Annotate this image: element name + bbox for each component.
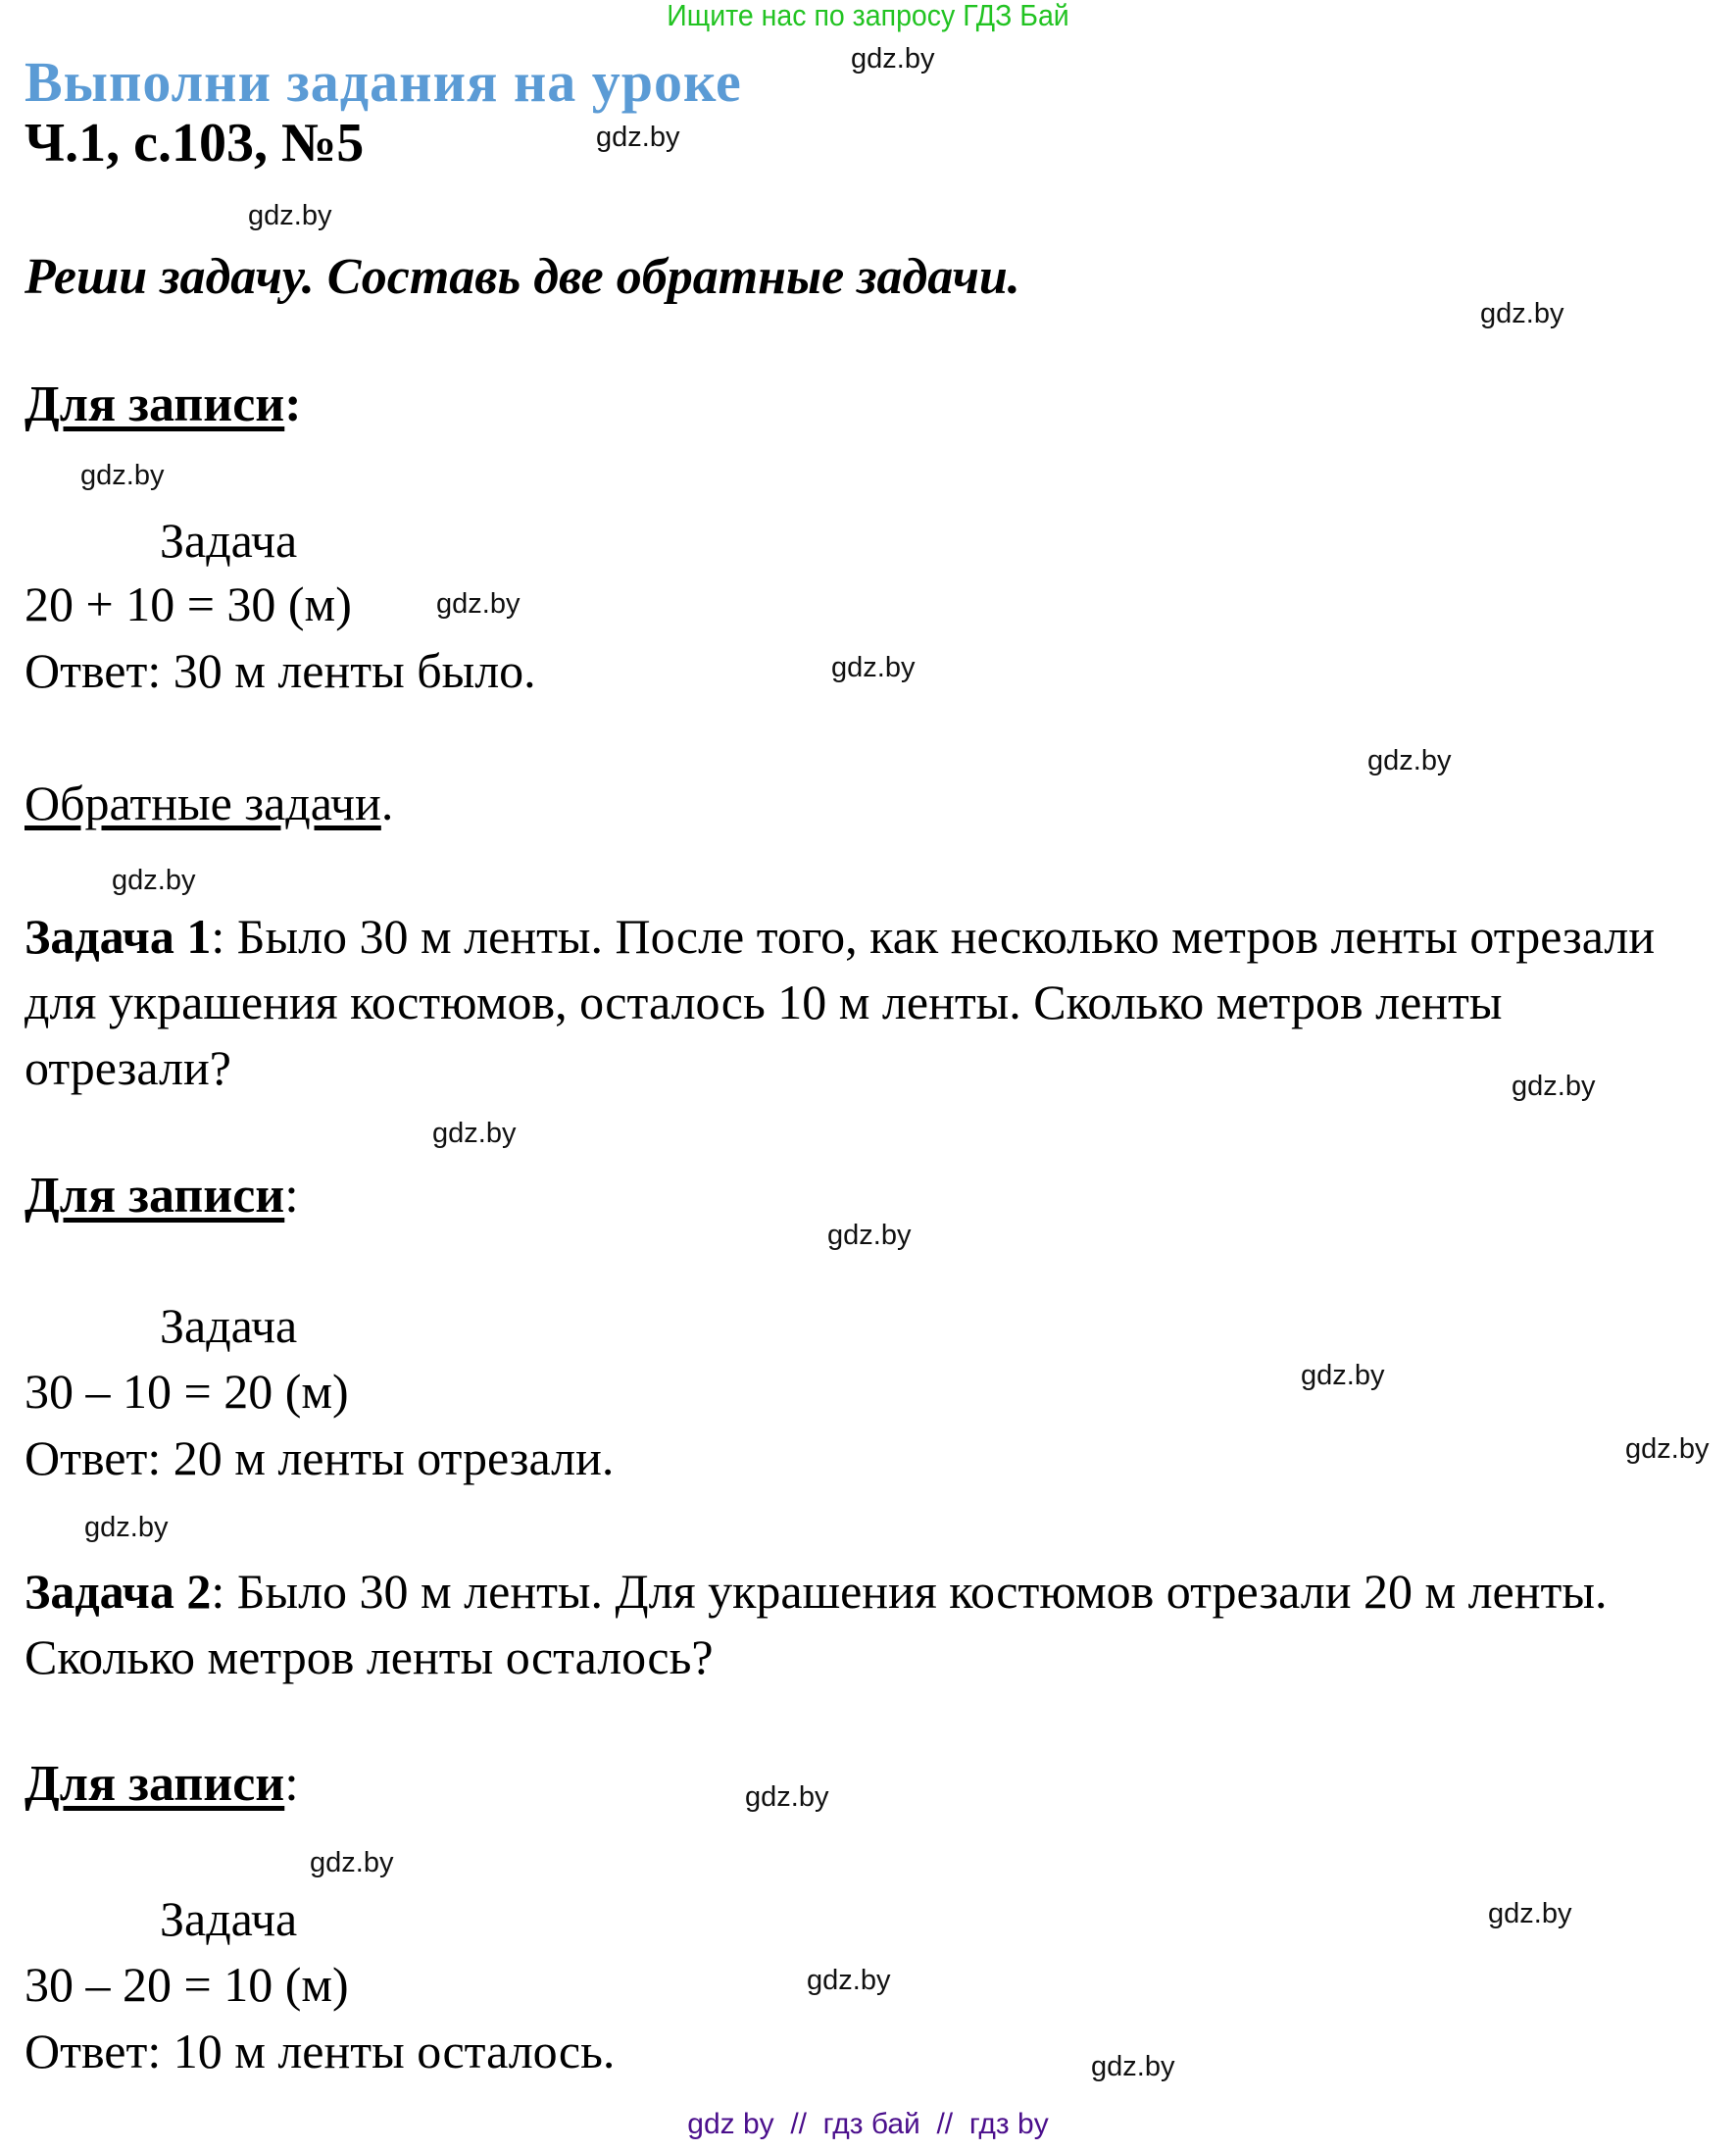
- record-heading: [25, 375, 302, 433]
- search-banner: Ищите нас по запросу ГДЗ Бай: [667, 0, 1069, 32]
- record-label: Для записи: [25, 1756, 285, 1812]
- task1-equation: 30 – 10 = 20 (м): [25, 1364, 349, 1419]
- watermark: gdz.by: [1301, 1360, 1385, 1391]
- task1-statement: [25, 904, 1711, 1101]
- exercise-reference: Ч.1, с.103, №5: [25, 113, 365, 174]
- record-colon: :: [284, 1756, 299, 1812]
- watermark: gdz.by: [827, 1220, 912, 1251]
- task2-statement: [25, 1559, 1711, 1690]
- watermark: gdz.by: [80, 460, 165, 491]
- answer: Ответ: 30 м ленты было.: [25, 643, 536, 698]
- watermark: gdz.by: [436, 588, 521, 620]
- task2-equation: 30 – 20 = 10 (м): [25, 1957, 349, 2012]
- watermark: gdz.by: [84, 1512, 169, 1543]
- watermark: gdz.by: [432, 1118, 517, 1149]
- task-word: Задача: [160, 513, 298, 568]
- equation: 20 + 10 = 30 (м): [25, 576, 352, 631]
- task2-answer: Ответ: 10 м ленты осталось.: [25, 2024, 616, 2078]
- watermark: gdz.by: [745, 1781, 829, 1813]
- record-colon: :: [284, 376, 302, 432]
- watermark: gdz.by: [1480, 298, 1564, 329]
- task1-text: : Было 30 м ленты. После того, как несколько метров ленты отрезали для украшения костюмов, осталось 10 м ленты. Сколько метров ленты отрезали?: [25, 909, 1656, 1095]
- record-label: Для записи: [25, 1168, 285, 1224]
- task2-task-word: Задача: [160, 1891, 298, 1946]
- watermark: gdz.by: [1625, 1433, 1710, 1465]
- task1-label: Задача 1: [25, 909, 212, 964]
- footer-links: gdz by // гдз бай // гдз by: [687, 2108, 1049, 2140]
- task1-answer: Ответ: 20 м ленты отрезали.: [25, 1430, 615, 1485]
- watermark: gdz.by: [831, 652, 916, 683]
- watermark: gdz.by: [248, 200, 332, 231]
- watermark: gdz.by: [310, 1847, 394, 1878]
- watermark: gdz.by: [1091, 2051, 1175, 2082]
- task-instruction: Реши задачу. Составь две обратные задачи.: [25, 249, 1020, 305]
- task1-task-word: Задача: [160, 1298, 298, 1353]
- record-label: Для записи: [25, 376, 285, 432]
- watermark: gdz.by: [807, 1965, 891, 1996]
- watermark: gdz.by: [1512, 1071, 1596, 1102]
- task1-record-heading: [25, 1167, 299, 1225]
- task2-label: Задача 2: [25, 1564, 212, 1619]
- task2-text: : Было 30 м ленты. Для украшения костюмов отрезали 20 м ленты. Сколько метров ленты осталось?: [25, 1564, 1608, 1684]
- watermark: gdz.by: [851, 43, 935, 75]
- watermark: gdz.by: [112, 865, 196, 896]
- watermark: gdz.by: [1488, 1898, 1572, 1929]
- watermark: gdz.by: [1367, 745, 1452, 776]
- record-colon: :: [284, 1168, 299, 1224]
- task2-record-heading: [25, 1755, 299, 1813]
- watermark: gdz.by: [596, 122, 680, 153]
- inverse-tasks-label: Обратные задачи: [25, 775, 381, 830]
- page-title: Выполни задания на уроке: [25, 50, 742, 114]
- inverse-tasks-period: .: [380, 775, 394, 830]
- inverse-tasks-heading: [25, 775, 393, 831]
